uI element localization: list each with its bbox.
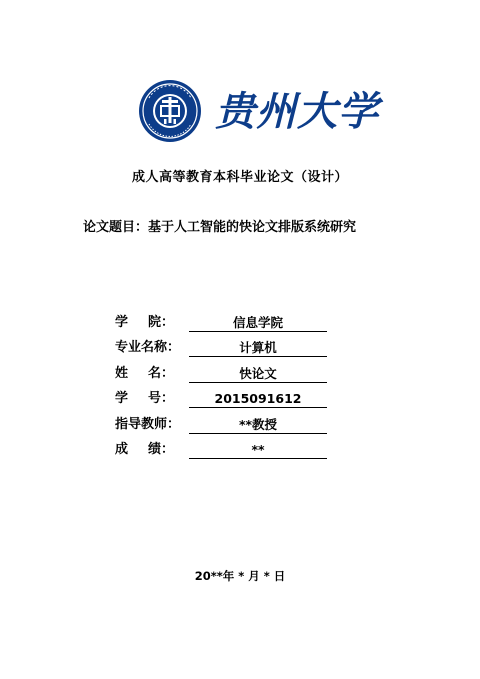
- university-seal-icon: [137, 78, 203, 144]
- major-label: 专业名称：: [115, 340, 181, 356]
- info-row-major: [115, 338, 335, 363]
- info-row-name: [115, 364, 335, 389]
- university-logo: [137, 78, 379, 146]
- submission-date: 20**年 * 月 * 日: [194, 569, 286, 583]
- info-row-college: [115, 313, 335, 338]
- major-value: 计算机: [189, 338, 327, 357]
- university-wordmark: 贵州大学: [215, 88, 379, 135]
- info-row-grade: [115, 440, 335, 465]
- grade-value: **: [189, 440, 327, 459]
- student-info-block: [115, 313, 335, 465]
- thesis-title: 论文题目：基于人工智能的快论文排版系统研究: [83, 220, 357, 235]
- student-id-value: 2015091612: [189, 389, 327, 408]
- info-row-student-id: [115, 389, 335, 414]
- name-label: 姓 名：: [115, 365, 175, 381]
- advisor-label: 指导教师：: [115, 416, 181, 432]
- name-value: 快论文: [189, 364, 327, 383]
- grade-label: 成 绩：: [115, 441, 175, 457]
- info-row-advisor: [115, 415, 335, 440]
- college-value: 信息学院: [189, 313, 327, 332]
- document-type-heading: 成人高等教育本科毕业论文（设计）: [131, 170, 348, 185]
- advisor-value: **教授: [189, 415, 327, 434]
- student-id-label: 学 号：: [115, 391, 175, 407]
- college-label: 学 院：: [115, 315, 175, 330]
